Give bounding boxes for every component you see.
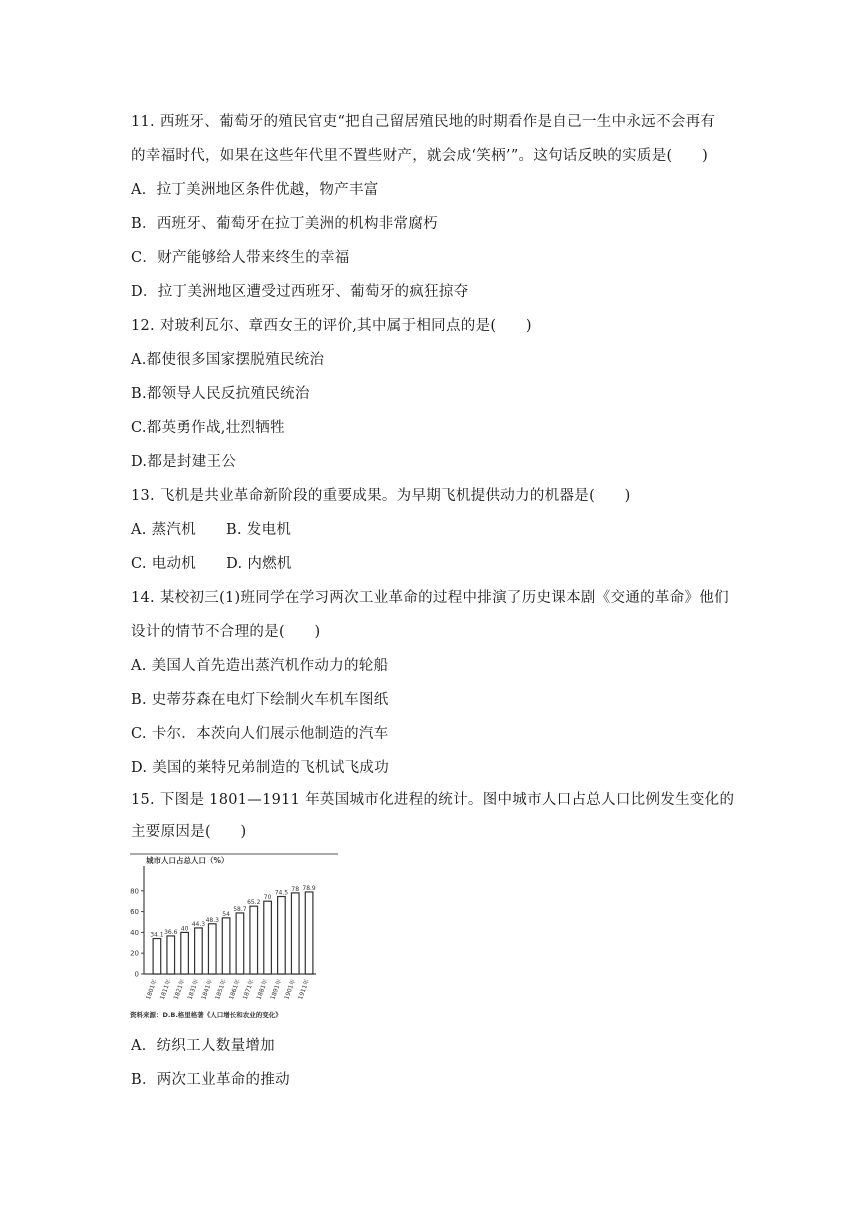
- chart-bar: [181, 932, 189, 974]
- chart-value-label: 74.5: [274, 889, 289, 897]
- chart-bar: [278, 897, 286, 974]
- chart-value-label: 78.9: [302, 884, 316, 892]
- q13-option-a: A. 蒸汽机: [131, 522, 196, 538]
- chart-bar: [250, 906, 258, 974]
- q13-stem: 13. 飞机是共业革命新阶段的重要成果。为早期飞机提供动力的机器是( ): [131, 488, 631, 504]
- q12-option-a: A.都使很多国家摆脱殖民统治: [131, 352, 325, 368]
- chart-y-tick-label: 60: [130, 908, 139, 917]
- chart-bar: [208, 924, 216, 974]
- q11-option-c: C．财产能够给人带来终生的幸福: [131, 250, 350, 266]
- q13-option-c: C. 电动机: [131, 556, 197, 572]
- chart-source: 资料来源：D.B.格里格著《人口增长和农业的变化》: [130, 1011, 282, 1019]
- chart-value-label: 34.1: [150, 931, 164, 939]
- q11-option-a: A．拉丁美洲地区条件优越，物产丰富: [131, 182, 379, 198]
- chart-bar: [291, 893, 299, 974]
- chart-bar: [264, 901, 272, 974]
- q15-option-a: A．纺织工人数量增加: [131, 1038, 275, 1054]
- chart-value-label: 54: [222, 910, 230, 918]
- q14-stem-line2: 设计的情节不合理的是( ): [131, 624, 321, 640]
- chart-x-tick-label: 1901年: [283, 978, 298, 1001]
- chart-y-tick-label: 40: [130, 928, 139, 937]
- chart-value-label: 65.2: [247, 899, 261, 907]
- chart-x-tick-label: 1891年: [269, 978, 284, 1001]
- chart-bar: [167, 936, 175, 974]
- chart-y-ticks: [130, 887, 144, 978]
- chart-y-tick-label: 0: [134, 970, 139, 979]
- chart-bar: [236, 913, 244, 974]
- chart-value-label: 40: [180, 925, 189, 933]
- q14-stem-line1: 14. 某校初三(1)班同学在学习两次工业革命的过程中排演了历史课本剧《交通的革命》他们: [131, 590, 729, 606]
- chart-value-label: 58.7: [233, 905, 247, 913]
- q13-option-d: D. 内燃机: [226, 556, 292, 572]
- chart-y-tick-label: 20: [130, 949, 139, 958]
- chart-x-tick-label: 1821年: [172, 978, 187, 1001]
- q11-stem-line1: 11. 西班牙、葡萄牙的殖民官吏“把自己留居殖民地的时期看作是自己一生中永远不会再有: [131, 114, 716, 130]
- chart-value-label: 36.6: [164, 928, 178, 936]
- q14-option-b: B. 史蒂芬森在电灯下绘制火车机车图纸: [131, 692, 389, 708]
- chart-value-label: 70: [263, 894, 272, 902]
- chart-value-label: 44.3: [191, 920, 206, 928]
- chart-value-label: 48.3: [205, 916, 219, 924]
- chart-bar: [153, 939, 161, 974]
- q11-option-b: B．西班牙、葡萄牙在拉丁美洲的机构非常腐朽: [131, 216, 438, 232]
- q12-option-c: C.都英勇作战,壮烈牺牲: [131, 420, 285, 436]
- chart-title: 城市人口占总人口（%）: [146, 856, 229, 865]
- q12-stem: 12. 对玻利瓦尔、章西女王的评价,其中属于相同点的是( ): [131, 318, 532, 334]
- q13-option-b: B. 发电机: [226, 522, 292, 538]
- chart-x-tick-label: 1851年: [214, 978, 228, 1001]
- q15-stem-line2: 主要原因是( ): [131, 824, 247, 840]
- chart-x-tick-label: 1841年: [200, 978, 215, 1001]
- q14-option-c: C. 卡尔．本茨向人们展示他制造的汽车: [131, 726, 389, 742]
- q11-option-d: D．拉丁美洲地区遭受过西班牙、葡萄牙的疯狂掠夺: [131, 284, 469, 300]
- chart-x-tick-label: 1811年: [158, 978, 173, 1001]
- chart-value-label: 78: [291, 885, 300, 893]
- q11-stem-line2: 的幸福时代，如果在这些年代里不置些财产，就会成‘笑柄’”。这句话反映的实质是( ): [131, 148, 709, 164]
- chart-bar: [195, 928, 203, 974]
- chart-bar: [305, 892, 313, 974]
- urbanization-bar-chart: [126, 852, 340, 1024]
- q14-option-d: D. 美国的莱特兄弟制造的飞机试飞成功: [131, 760, 390, 776]
- chart-x-labels: [144, 978, 311, 1001]
- q13-options-row2: [131, 554, 292, 574]
- chart-x-tick-label: 1801年: [144, 978, 159, 1001]
- chart-x-tick-label: 1831年: [186, 978, 201, 1001]
- chart-y-tick-label: 80: [130, 887, 139, 896]
- chart-x-tick-label: 1911年: [297, 978, 311, 1001]
- q13-options-row1: [131, 520, 291, 540]
- chart-bar: [222, 918, 230, 974]
- q12-option-d: D.都是封建王公: [131, 454, 237, 470]
- q15-stem-line1: 15. 下图是 1801—1911 年英国城市化进程的统计。图中城市人口占总人口比例发生变化的: [131, 792, 735, 808]
- q14-option-a: A. 美国人首先造出蒸汽机作动力的轮船: [131, 658, 389, 674]
- chart-x-tick-label: 1881年: [255, 978, 270, 1001]
- chart-x-tick-label: 1871年: [241, 978, 256, 1001]
- q12-option-b: B.都领导人民反抗殖民统治: [131, 386, 310, 402]
- chart-x-tick-label: 1861年: [227, 978, 242, 1001]
- q15-option-b: B．两次工业革命的推动: [131, 1072, 290, 1088]
